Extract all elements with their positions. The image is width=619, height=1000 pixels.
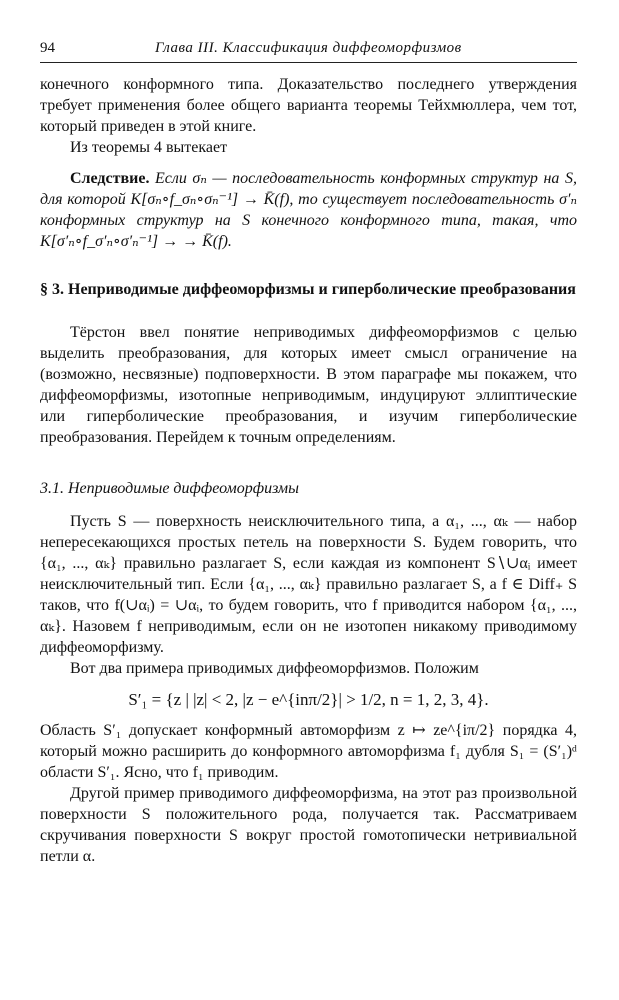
paragraph-continuation: конечного конформного типа. Доказательство последнего утверждения требует применения более общего варианта теоремы Тейхмюллера, чем тот, который приведен в этой книге. [40,76,577,135]
corollary-text: Если σₙ — последовательность конформных структур на S, для которой K[σₙ∘f_σₙ∘σₙ⁻¹] → K̄(f), то существует последовательность σ′ₙ конформных структур на S конечного конформного типа, такая, что K[σ′ₙ∘f_σ′ₙ∘σ′ₙ⁻¹] → → K̄(f). [40,170,578,250]
section-title: § 3. Неприводимые диффеоморфизмы и гиперболические преобразования [40,281,576,298]
subsection-paragraph-3: Область S′₁ допускает конформный автоморфизм z ↦ ze^{iπ/2} порядка 4, который можно расширить до конформного автоморфизма f₁ дубля S₁ = (S′₁)ᵈ области S′₁. Ясно, что f₁ приводим. [40,722,577,781]
paragraph-theorem-ref: Из теоремы 4 вытекает [70,139,228,156]
page-number: 94 [40,40,55,56]
subsection-paragraph-1: Пусть S — поверхность неисключительного типа, а α₁, ..., αₖ — набор непересекающихся простых петель на поверхности S. Будем говорить, что {α₁, ..., αₖ} правильно разлагает S, если каждая из компонент S∖∪αᵢ имеет неисключительный тип. Если {α₁, ..., αₖ} правильно разлагает S, а f ∈ Diff₊ S таков, что f(∪αᵢ) = ∪αᵢ, то будем говорить, что f приводится набором {α₁, ..., αₖ}. Назовем f неприводимым, если он не изотопен никакому приводимому диффеоморфизму. [40,513,577,656]
page-header [40,40,577,63]
section-intro: Тёрстон ввел понятие неприводимых диффеоморфизмов с целью выделить преобразования, для которых имеет смысл ограничение на (возможно, несвязные) подповерхности. В этом параграфе мы покажем, что диффеоморфизмы, изотопные неприводимым, индуцируют эллиптические или гиперболические преобразования, и изучим гиперболические преобразования. Перейдем к точным определениям. [40,324,577,446]
page-body [40,74,577,867]
subsection-paragraph-4: Другой пример приводимого диффеоморфизма, на этот раз произвольной поверхности S положительного рода, получается так. Рассматриваем скручивания поверхности S вокруг простой гомотопически нетривиальной петли α. [40,785,577,865]
running-title: Глава III. Классификация диффеоморфизмов [155,40,462,56]
display-formula: S′₁ = {z | |z| < 2, |z − e^{inπ/2}| > 1/2, n = 1, 2, 3, 4}. [128,690,489,709]
subsection-paragraph-2: Вот два примера приводимых диффеоморфизмов. Положим [70,660,479,677]
subsection-title: 3.1. Неприводимые диффеоморфизмы [40,480,299,497]
corollary [40,168,577,252]
corollary-label: Следствие. [70,170,150,187]
